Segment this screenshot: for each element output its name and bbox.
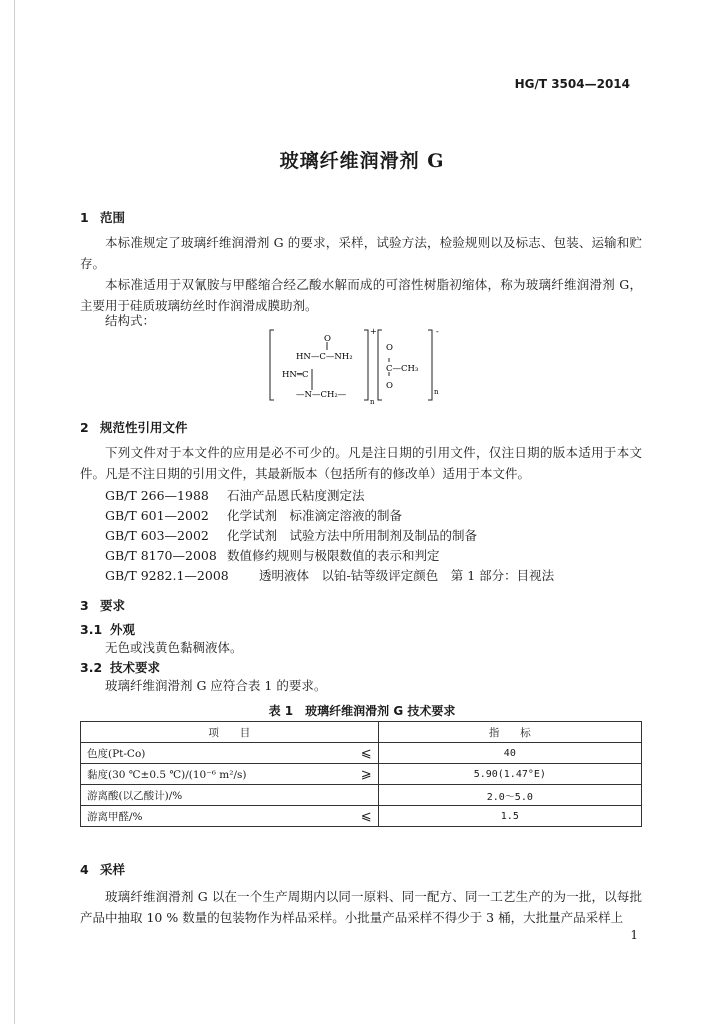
structure-label: 结构式： — [105, 313, 156, 328]
ref-item — [105, 526, 477, 546]
row-operator: ⩾ — [325, 764, 378, 785]
ref-code: GB/T 9282.1—2008 — [105, 568, 229, 583]
header-index: 指 标 — [378, 722, 641, 743]
section-3-1-title: 外观 — [110, 622, 136, 637]
section-2-number: 2 — [80, 420, 89, 435]
section-3-heading — [80, 596, 125, 614]
section-3-1-heading — [80, 620, 135, 638]
ref-title: 石油产品恩氏粘度测定法 — [227, 488, 365, 503]
struct-hn-c-nh2: HN—C—NH₂ — [296, 352, 353, 362]
section-4-text: 玻璃纤维润滑剂 G 以在一个生产周期内以同一原料、同一配方、同一工艺生产的为一批，以每批产品中抽取 10 % 数量的包装物作为样品采样。小批量产品采样不得少于 3 桶，大批量产品采样上 — [80, 889, 642, 925]
struct-n-ch2: —N—CH₂— — [296, 390, 347, 400]
row-name: 游离甲醛/% — [81, 806, 326, 827]
ref-title: 化学试剂 试验方法中所用制剂及制品的制备 — [227, 528, 478, 543]
ref-item — [105, 566, 554, 586]
row-operator: ⩽ — [325, 743, 378, 764]
row-name: 色度(Pt-Co) — [81, 743, 326, 764]
ref-item — [105, 546, 440, 566]
struct-plus-sign: + — [370, 328, 377, 336]
section-3-1-number: 3.1 — [80, 622, 103, 637]
document-title: 玻璃纤维润滑剂 G — [279, 150, 445, 172]
section-2-heading — [80, 418, 188, 436]
standard-number: HG/T 3504—2014 — [514, 77, 630, 91]
ref-code: GB/T 603—2002 — [105, 528, 209, 543]
struct-c-ch3: C—CH₃ — [386, 364, 419, 374]
row-operator — [325, 785, 378, 806]
section-3-2-title: 技术要求 — [110, 660, 161, 675]
table-1-caption: 表 1 玻璃纤维润滑剂 G 技术要求 — [268, 704, 456, 718]
row-value: 40 — [378, 743, 641, 764]
section-3-2-number: 3.2 — [80, 660, 103, 675]
table-1 — [80, 721, 642, 827]
structural-formula — [260, 328, 460, 410]
struct-o-anion-2: O — [386, 381, 393, 391]
header-item: 项 目 — [81, 722, 379, 743]
section-2-title: 规范性引用文件 — [100, 420, 188, 435]
section-4-heading — [80, 860, 125, 878]
struct-o-top: O — [324, 334, 331, 344]
table-row — [81, 785, 642, 806]
section-1-para-1: 本标准规定了玻璃纤维润滑剂 G 的要求，采样，试验方法，检验规则以及标志、包装、运输和贮存。 — [80, 235, 642, 271]
section-1-heading — [80, 208, 125, 226]
section-1-number: 1 — [80, 210, 89, 225]
row-value: 2.0～5.0 — [378, 785, 641, 806]
struct-hn-eq-c: HN═C — [282, 370, 309, 380]
ref-code: GB/T 8170—2008 — [105, 548, 217, 563]
struct-minus-sign: - — [436, 328, 439, 336]
section-4-number: 4 — [80, 862, 89, 877]
section-3-2-text: 玻璃纤维润滑剂 G 应符合表 1 的要求。 — [105, 678, 327, 693]
struct-o-anion-1: O — [386, 343, 393, 353]
row-value: 1.5 — [378, 806, 641, 827]
table-row — [81, 806, 642, 827]
row-operator: ⩽ — [325, 806, 378, 827]
ref-title: 数值修约规则与极限数值的表示和判定 — [227, 548, 440, 563]
row-name: 游离酸(以乙酸计)/% — [81, 785, 326, 806]
ref-title: 透明液体 以铂-钴等级评定颜色 第 1 部分：目视法 — [259, 568, 555, 583]
section-3-number: 3 — [80, 598, 89, 613]
table-header-row — [81, 722, 642, 743]
row-value: 5.90(1.47°E) — [378, 764, 641, 785]
section-1-title: 范围 — [100, 210, 126, 225]
ref-code: GB/T 266—1988 — [105, 488, 209, 503]
section-3-title: 要求 — [100, 598, 126, 613]
section-1-para-2: 本标准适用于双氰胺与甲醛缩合经乙酸水解而成的可溶性树脂初缩体，称为玻璃纤维润滑剂 G，主要用于硅质玻璃纺丝时作润滑成膜助剂。 — [80, 277, 642, 313]
table-row — [81, 764, 642, 785]
struct-n-subscript: n — [370, 398, 375, 406]
ref-code: GB/T 601—2002 — [105, 508, 209, 523]
section-3-2-heading — [80, 658, 160, 676]
ref-item — [105, 486, 365, 506]
section-2-intro: 下列文件对于本文件的应用是必不可少的。凡是注日期的引用文件，仅注日期的版本适用于本文件。凡是不注日期的引用文件，其最新版本（包括所有的修改单）适用于本文件。 — [80, 445, 642, 481]
table-row — [81, 743, 642, 764]
section-4-title: 采样 — [100, 862, 126, 877]
page-number: 1 — [630, 928, 638, 942]
row-name: 黏度(30 ℃±0.5 ℃)/(10⁻⁶ m²/s) — [81, 764, 326, 785]
struct-n-subscript-2: n — [434, 388, 439, 396]
section-3-1-text: 无色或浅黄色黏稠液体。 — [105, 640, 243, 655]
ref-title: 化学试剂 标准滴定溶液的制备 — [227, 508, 403, 523]
ref-item — [105, 506, 402, 526]
